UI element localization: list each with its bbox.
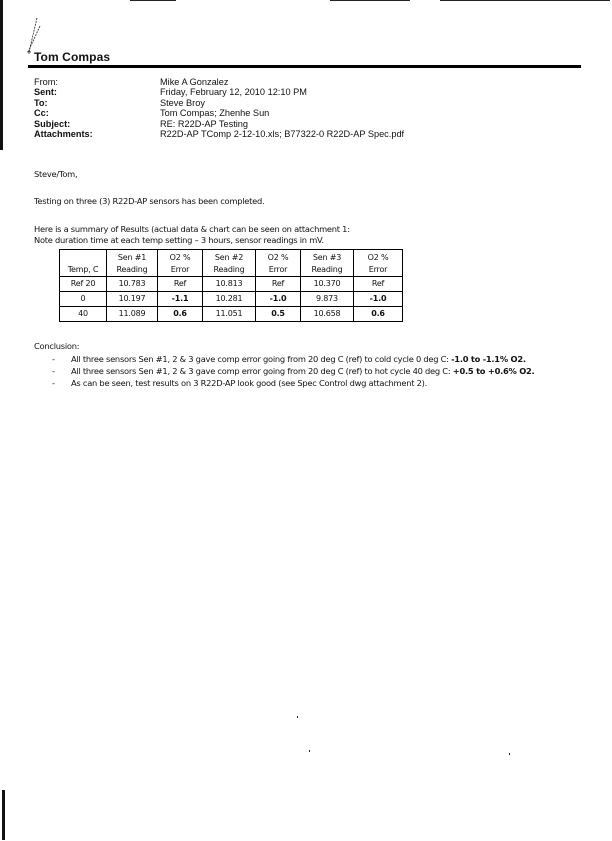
conclusion-title: Conclusion: <box>34 341 80 351</box>
bullet-dash: - <box>52 354 55 364</box>
cell-sen3-reading: 10.370 <box>301 277 354 292</box>
scan-edge-artifact <box>0 0 3 150</box>
cell-sen1-error: Ref <box>158 277 203 292</box>
cell-sen3-error: 0.6 <box>354 307 403 322</box>
list-item <box>52 366 592 377</box>
scan-speck <box>309 750 310 752</box>
conclusion-text: All three sensors Sen #1, 2 & 3 gave comp error going from 20 deg C (ref) to hot cycle 40 deg C: <box>71 365 453 376</box>
cell-sen1-reading: 11.089 <box>107 307 158 322</box>
header-sen1-error: O2 % Error <box>158 250 203 277</box>
table-row <box>60 307 403 322</box>
from-label: From: <box>34 77 58 87</box>
scan-edge-artifact <box>2 790 5 840</box>
cell-sen1-reading: 10.197 <box>107 292 158 307</box>
table-header-row <box>60 250 403 277</box>
scan-speck <box>297 716 298 718</box>
conclusion-text: As can be seen, test results on 3 R22D-AP look good (see Spec Control dwg attachment 2). <box>71 377 428 388</box>
conclusion-emphasis: -1.0 to -1.1% O2. <box>451 354 526 364</box>
scan-speck <box>509 753 510 755</box>
cell-temp: Ref 20 <box>60 277 107 292</box>
document-owner-name: Tom Compas <box>34 50 111 64</box>
cell-sen2-error: -1.0 <box>256 292 301 307</box>
cell-sen3-reading: 9.873 <box>301 292 354 307</box>
cc-row <box>34 108 404 118</box>
to-row <box>34 98 404 108</box>
list-item <box>52 378 592 389</box>
cell-temp: 0 <box>60 292 107 307</box>
cell-sen3-error: -1.0 <box>354 292 403 307</box>
attachments-value: R22D-AP TComp 2-12-10.xls; B77322-0 R22D-AP Spec.pdf <box>160 129 405 140</box>
conclusion-list <box>52 354 592 389</box>
table-row <box>60 292 403 307</box>
results-table <box>59 249 403 322</box>
table-row <box>60 277 403 292</box>
scan-top-artifact <box>130 0 176 1</box>
cell-sen3-reading: 10.658 <box>301 307 354 322</box>
attachments-label: Attachments: <box>34 129 93 140</box>
sent-label: Sent: <box>34 87 57 98</box>
scan-top-artifact <box>440 0 610 1</box>
email-header <box>34 77 404 139</box>
cc-value: Tom Compas; Zhenhe Sun <box>160 108 270 119</box>
header-divider <box>28 65 581 68</box>
cell-sen2-reading: 10.813 <box>203 277 256 292</box>
greeting: Steve/Tom, <box>34 169 78 179</box>
bullet-dash: - <box>52 365 55 376</box>
cell-sen1-reading: 10.783 <box>107 277 158 292</box>
sent-row <box>34 87 404 97</box>
cc-label: Cc: <box>34 108 49 119</box>
cell-sen1-error: 0.6 <box>158 307 203 322</box>
header-sen3-reading: Sen #3 Reading <box>301 250 354 277</box>
to-label: To: <box>34 97 48 108</box>
list-item <box>52 354 592 365</box>
conclusion-emphasis: +0.5 to +0.6% O2. <box>452 365 535 376</box>
header-sen3-error: O2 % Error <box>354 250 403 277</box>
cell-sen2-error: 0.5 <box>256 307 301 322</box>
cell-sen2-reading: 11.051 <box>203 307 256 322</box>
subject-label: Subject: <box>34 118 71 129</box>
header-temp: Temp, C <box>60 250 107 277</box>
cell-sen2-error: Ref <box>256 277 301 292</box>
header-sen2-reading: Sen #2 Reading <box>203 250 256 277</box>
from-row <box>34 77 404 87</box>
header-sen2-error: O2 % Error <box>256 250 301 277</box>
cell-temp: 40 <box>60 307 107 322</box>
to-value: Steve Broy <box>160 97 205 108</box>
body-line-duration-note: Note duration time at each temp setting – 3 hours, sensor readings in mV. <box>34 235 324 245</box>
bullet-dash: - <box>52 377 55 388</box>
sent-value: Friday, February 12, 2010 12:10 PM <box>160 87 307 98</box>
body-line-summary: Here is a summary of Results (actual data & chart can be seen on attachment 1: <box>34 224 350 234</box>
cell-sen1-error: -1.1 <box>158 292 203 307</box>
body-line-testing-complete: Testing on three (3) R22D-AP sensors has been completed. <box>34 196 265 206</box>
conclusion-text: All three sensors Sen #1, 2 & 3 gave comp error going from 20 deg C (ref) to cold cycle 0 deg C: <box>71 354 452 364</box>
from-value: Mike A Gonzalez <box>160 77 229 87</box>
scan-top-artifact <box>330 0 410 1</box>
cell-sen3-error: Ref <box>354 277 403 292</box>
header-sen1-reading: Sen #1 Reading <box>107 250 158 277</box>
attachments-row <box>34 129 404 139</box>
cell-sen2-reading: 10.281 <box>203 292 256 307</box>
subject-row <box>34 119 404 129</box>
subject-value: RE: R22D-AP Testing <box>160 118 249 129</box>
